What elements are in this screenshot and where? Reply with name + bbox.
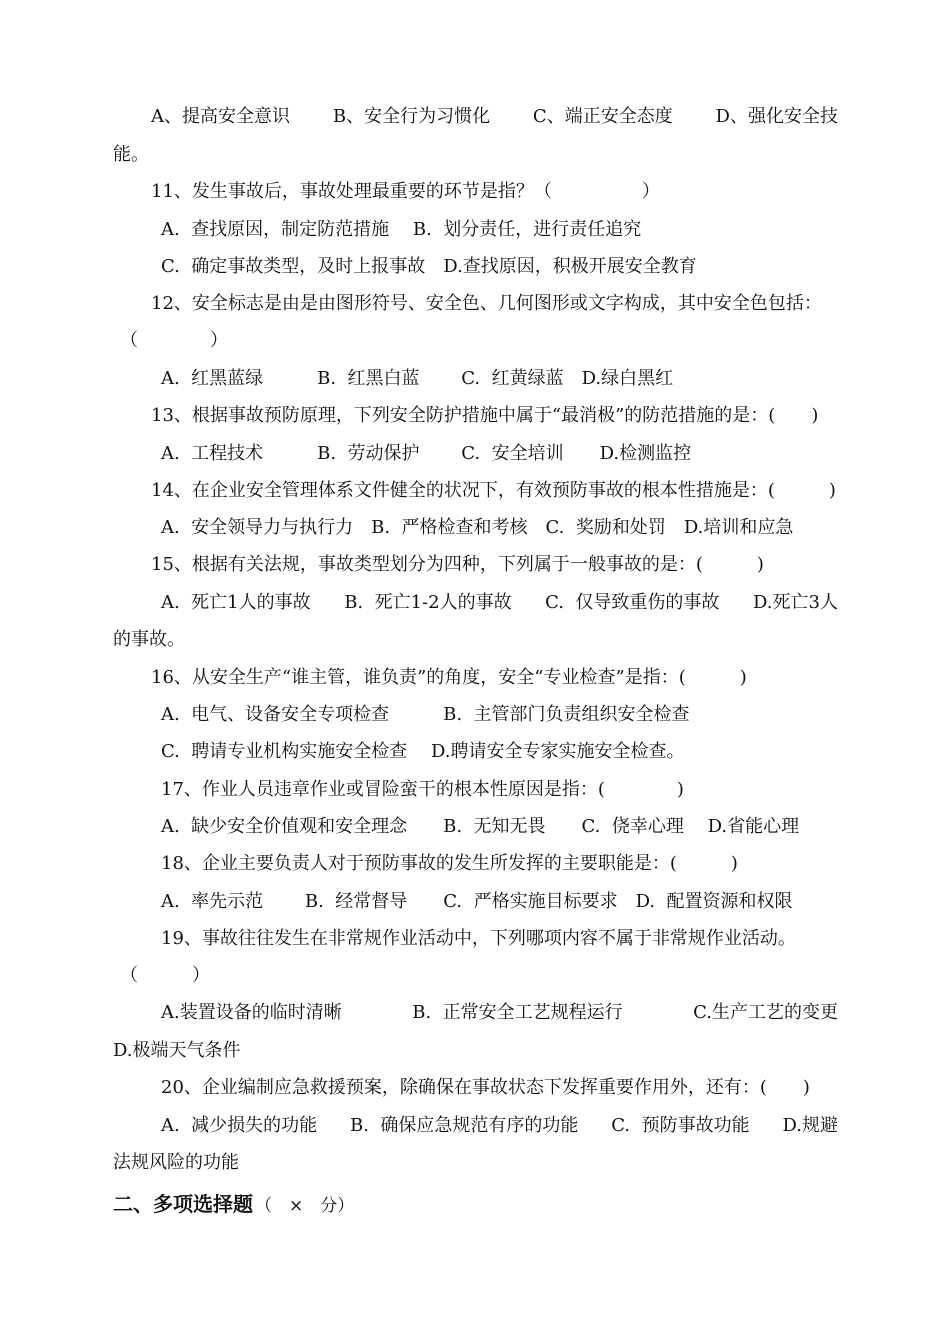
q19-options-wrap: D.极端天气条件 [113,1040,241,1061]
q20-option-b: B. 确保应急规范有序的功能 [350,1115,579,1136]
q11-question: 11、发生事故后，事故处理最重要的环节是指？（ ） [151,181,660,202]
q10-option-a: A、提高安全意识 [151,106,290,127]
q17-options: A. 缺少安全价值观和安全理念 B. 无知无畏 C. 侥幸心理 D.省能心理 [161,816,800,837]
section-score: （ × 分） [255,1196,355,1216]
q10-options-wrap: 能。 [113,144,149,165]
q20-options-wrap: 法规风险的功能 [113,1152,239,1173]
q15-options-wrap: 的事故。 [113,629,185,650]
q13-options: A. 工程技术 B. 劳动保护 C. 安全培训 D.检测监控 [161,443,692,464]
q15-option-b: B. 死亡1-2人的事故 [344,592,512,613]
q20-option-a: A. 减少损失的功能 [161,1115,318,1136]
q16-options-1: A. 电气、设备安全专项检查 B. 主管部门负责组织安全检查 [161,704,690,725]
q15-option-a: A. 死亡1人的事故 [161,592,311,613]
q10-option-d: D、强化安全技 [715,106,838,127]
q12-options: A. 红黑蓝绿 B. 红黑白蓝 C. 红黄绿蓝 D.绿白黑红 [161,368,674,389]
q11-options-2: C. 确定事故类型，及时上报事故 D.查找原因，积极开展安全教育 [161,256,697,277]
q19-options [0,1001,950,1025]
q15-option-c: C. 仅导致重伤的事故 [545,592,720,613]
q18-question: 18、企业主要负责人对于预防事故的发生所发挥的主要职能是：( ) [161,853,738,874]
q11-options-1: A. 查找原因，制定防范措施 B. 划分责任，进行责任追究 [161,219,642,240]
q12-answer-paren: （ ） [120,330,228,351]
q20-options [0,1114,950,1138]
q15-options [0,591,950,615]
q19-option-c: C.生产工艺的变更 [693,1002,838,1023]
q17-question: 17、作业人员违章作业或冒险蛮干的根本性原因是指：( ) [161,779,684,800]
q19-option-a: A.装置设备的临时清晰 [161,1002,342,1023]
q19-option-b: B. 正常安全工艺规程运行 [412,1002,623,1023]
q16-options-2: C. 聘请专业机构实施安全检查 D.聘请安全专家实施安全检查。 [161,741,685,762]
q19-answer-paren: （ ） [120,965,210,986]
section-heading [113,1190,354,1220]
q12-question: 12、安全标志是由是由图形符号、安全色、几何图形或文字构成，其中安全色包括： [151,293,822,314]
q10-options [0,105,950,129]
section-title: 二、多项选择题 [113,1192,253,1216]
q13-question: 13、根据事故预防原理，下列安全防护措施中属于“最消极”的防范措施的是：( ) [151,405,819,426]
q20-question: 20、企业编制应急救援预案，除确保在事故状态下发挥重要作用外，还有：( ) [161,1077,810,1098]
q14-options: A. 安全领导力与执行力 B. 严格检查和考核 C. 奖励和处罚 D.培训和应急 [161,517,794,538]
q16-question: 16、从安全生产“谁主管，谁负责”的角度，安全“专业检查”是指：( ) [151,667,747,688]
q20-option-c: C. 预防事故功能 [611,1115,750,1136]
q14-question: 14、在企业安全管理体系文件健全的状况下，有效预防事故的根本性措施是：( ) [151,480,836,501]
q19-question: 19、事故往往发生在非常规作业活动中，下列哪项内容不属于非常规作业活动。 [161,928,796,949]
q10-option-c: C、端正安全态度 [532,106,673,127]
q18-options: A. 率先示范 B. 经常督导 C. 严格实施目标要求 D. 配置资源和权限 [161,891,793,912]
q15-question: 15、根据有关法规，事故类型划分为四种，下列属于一般事故的是：( ) [151,554,764,575]
q15-option-d: D.死亡3人 [753,592,838,613]
q20-option-d: D.规避 [782,1115,838,1136]
q10-option-b: B、安全行为习惯化 [332,106,491,127]
